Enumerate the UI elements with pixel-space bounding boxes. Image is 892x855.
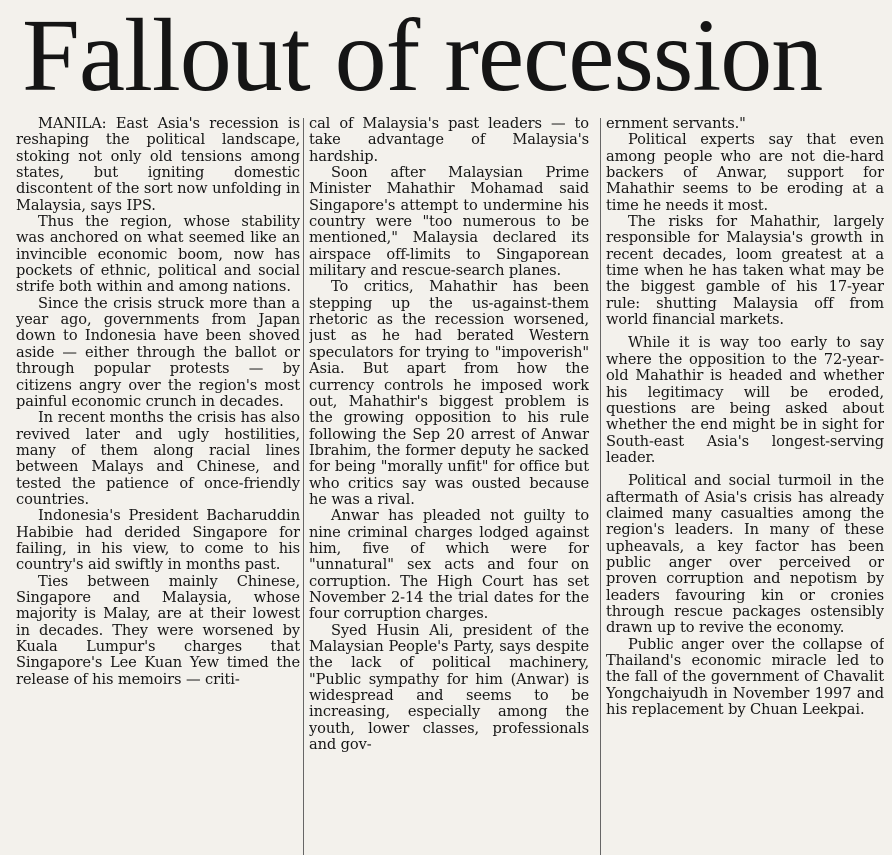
article-column-3: [606, 116, 884, 855]
paragraph: Soon after Malaysian Prime Minister Mahathir Mohamad said Singapore's attempt to undermine his country were "too numerous to be mentioned," Malaysia declared its airspace off-limits to Singaporean military and rescue-search planes.: [309, 164, 589, 280]
column-rule: [600, 118, 601, 855]
headline: Fallout of recession: [22, 0, 823, 112]
paragraph: Political and social turmoil in the aftermath of Asia's crisis has already claimed many casualties among the region's leaders. In many of these upheavals, a key factor has been public anger over perceived or proven corruption and nepotism by leaders favouring kin or cronies through rescue packages ostensibly drawn up to revive the economy.: [606, 472, 884, 637]
article-column-1: [16, 116, 300, 855]
paragraph: While it is way too early to say where the opposition to the 72-year-old Mahathir is headed and whether his legitimacy will be eroded, questions are being asked about whether the end might be in sight for South-east Asia's longest-serving leader.: [606, 334, 884, 466]
article-column-2: [309, 116, 589, 855]
paragraph: ernment servants.": [606, 116, 746, 132]
paragraph: Thus the region, whose stability was anchored on what seemed like an invincible economic boom, now has pockets of ethnic, political and social strife both within and among nations.: [16, 213, 300, 296]
paragraph: Public anger over the collapse of Thailand's economic miracle led to the fall of the government of Chavalit Yongchaiyudh in November 1997 and his replacement by Chuan Leekpai.: [606, 635, 884, 719]
column-rule: [303, 118, 304, 855]
paragraph: In recent months the crisis has also revived later and ugly hostilities, many of them along racial lines between Malays and Chinese, and tested the patience of once-friendly countries.: [16, 409, 300, 508]
paragraph: cal of Malaysia's past leaders — to take advantage of Malaysia's hardship.: [309, 116, 589, 165]
paragraph: Since the crisis struck more than a year ago, governments from Japan down to Indonesia have been shoved aside — either through the ballot or through popular protests — by citizens angry over the region's most painful economic crunch in decades.: [16, 294, 300, 410]
paragraph: Indonesia's President Bacharuddin Habibie had derided Singapore for failing, in his view, to come to his country's aid swiftly in months past.: [16, 507, 300, 574]
paragraph: Syed Husin Ali, president of the Malaysian People's Party, says despite the lack of political machinery, "Public sympathy for him (Anwar) is widespread and seems to be increasing, especially among the youth, lower classes, professionals and gov-: [309, 621, 589, 754]
paragraph: Anwar has pleaded not guilty to nine criminal charges lodged against him, five of which were for "unnatural" sex acts and four on corruption. The High Court has set November 2-14 the trial dates for the four corruption charges.: [309, 507, 589, 623]
paragraph: Political experts say that even among people who are not die-hard backers of Anwar, support for Mahathir seems to be eroding at a time he needs it most.: [606, 131, 884, 214]
paragraph: The risks for Mahathir, largely responsible for Malaysia's growth in recent decades, loom greatest at a time when he has taken what may be the biggest gamble of his 17-year rule: shutting Malaysia off from world financial markets.: [606, 213, 884, 329]
paragraph: To critics, Mahathir has been stepping up the us-against-them rhetoric as the recession worsened, just as he had berated Western speculators for trying to "impoverish" Asia. But apart from how the currency controls he imposed work out, Mahathir's biggest problem is the growing opposition to his rule following the Sep 20 arrest of Anwar Ibrahim, the former deputy he sacked for being "morally unfit" for office but who critics say was ousted because he was a rival.: [309, 278, 589, 508]
paragraph: MANILA: East Asia's recession is reshaping the political landscape, stoking not only old tensions among states, but igniting domestic discontent of the sort now unfolding in Malaysia, says IPS.: [16, 116, 300, 214]
paragraph: Ties between mainly Chinese, Singapore and Malaysia, whose majority is Malay, are at their lowest in decades. They were worsened by Kuala Lumpur's charges that Singapore's Lee Kuan Yew timed the release of his memoirs — criti-: [16, 572, 300, 688]
